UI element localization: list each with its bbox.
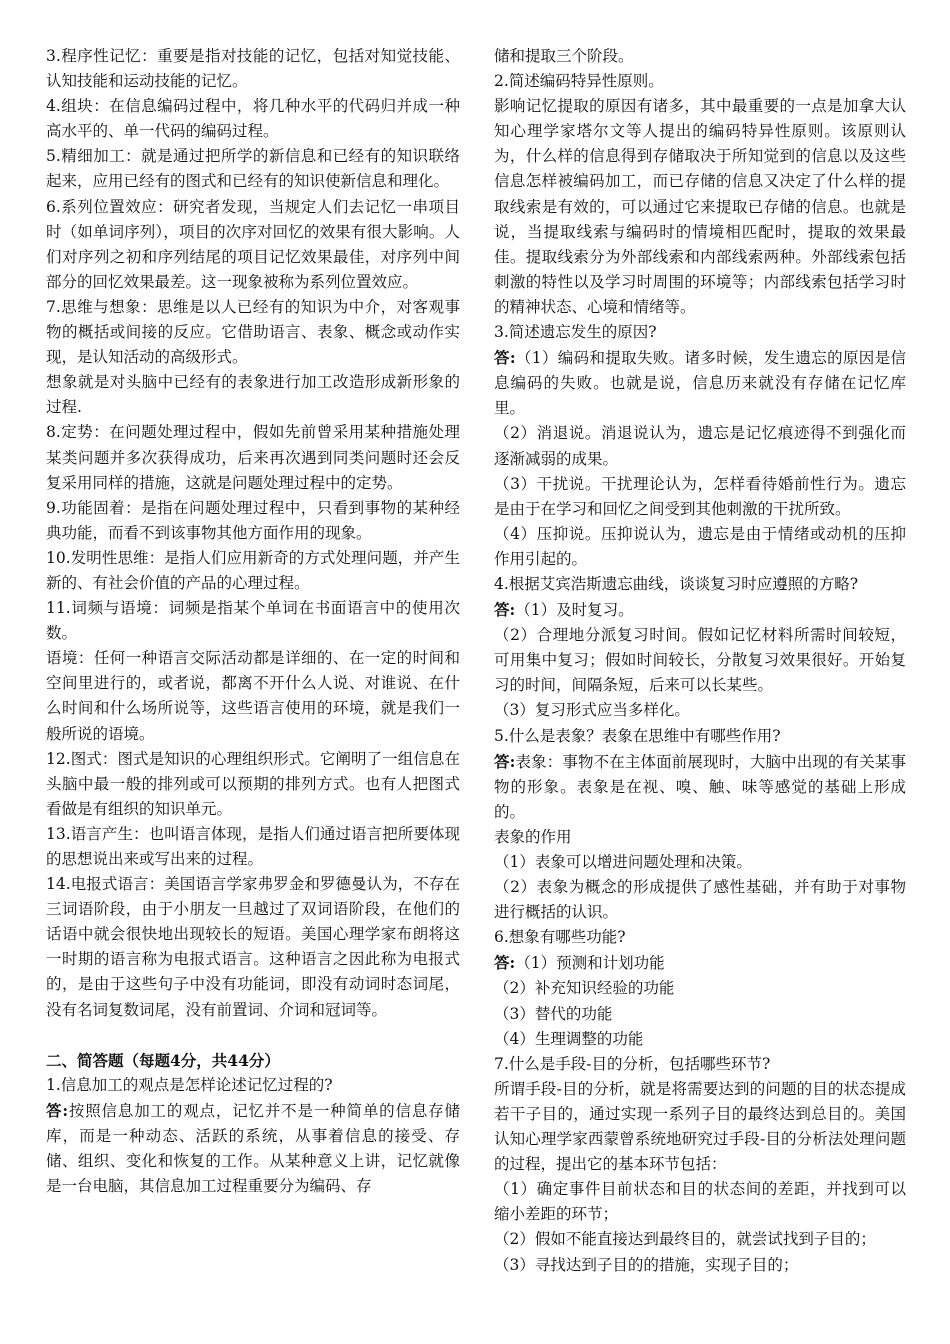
answer-label: 答:: [494, 600, 516, 620]
answer-label: 答:: [494, 953, 516, 973]
answer-label: 答:: [494, 348, 516, 368]
paragraph: （2）合理地分派复习时间。假如记忆材料所需时间较短，可用集中复习；假如时间较长，分散复习效果很好。开始复习的时间，间隔条短，后来可以长某些。: [494, 626, 906, 695]
answer-paragraph: [494, 749, 906, 825]
answer-paragraph: [46, 1098, 460, 1199]
paragraph: 5.精细加工：就是通过把所学的新信息和已经有的知识联络起来，应用已经有的图式和已经有的知识使新信息和理化。: [46, 147, 460, 191]
paragraph: 13.语言产生：也叫语言体现，是指人们通过语言把所要体现的思想说出来或写出来的过程。: [46, 824, 460, 868]
paragraph: 3.程序性记忆：重要是指对技能的记忆，包括对知觉技能、认知技能和运动技能的记忆。: [46, 47, 460, 91]
paragraph: （3）寻找达到子目的的措施，实现子目的；: [494, 1255, 799, 1274]
paragraph: 储和提取三个阶段。: [494, 47, 634, 65]
paragraph: 7.思维与想象：思维是以人已经有的知识为中介，对客观事物的概括或间接的反应。它借助语言、表象、概念或动作实现，是认知活动的高级形式。: [46, 297, 460, 367]
answer-text: （1）编码和提取失败。诸多时候，发生遗忘的原因是信息编码的失败。也就是说，信息历来就没有存储在记忆库里。: [494, 349, 906, 418]
paragraph: 想象就是对头脑中已经有的表象进行加工改造形成新形象的过程.: [46, 373, 460, 417]
paragraph: 6.想象有哪些功能?: [494, 928, 626, 947]
paragraph: 10.发明性思维：是指人们应用新奇的方式处理问题，并产生新的、有社会价值的产品的心理过程。: [46, 548, 460, 592]
paragraph: 所谓手段-目的分析，就是将需要达到的问题的目的状态提成若干子目的，通过实现一系列子目的最终达到总目的。美国认知心理学家西蒙曾系统地研究过手段-目的分析法处理问题的过程，提出它的基本环节包括：: [494, 1079, 906, 1174]
left-column: [46, 44, 460, 1199]
answer-paragraph: [494, 597, 906, 623]
answer-label: 答:: [494, 751, 516, 771]
paragraph: 9.功能固着：是指在问题处理过程中，只看到事物的某种经典功能，而看不到该事物其他方面作用的现象。: [46, 498, 460, 542]
paragraph: （2）表象为概念的形成提供了感性基础，并有助于对事物进行概括的认识。: [494, 878, 906, 922]
paragraph: 6.系列位置效应：研究者发现，当规定人们去记忆一串项目时（如单词序列），项目的次序对回忆的效果有很大影响。人们对序列之初和序列结尾的项目记忆效果最佳，对序列中间部分的回忆效果最差。这一现象被称为系列位置效应。: [46, 197, 460, 291]
paragraph: （1）表象可以增进问题处理和决策。: [494, 853, 752, 871]
answer-text: （1）及时复习。: [515, 601, 634, 620]
paragraph: 影响记忆提取的原因有诸多，其中最重要的一点是加拿大认知心理学家塔尔文等人提出的编码特异性原则。该原则认为，什么样的信息得到存储取决于所知觉到的信息以及这些信息怎样被编码加工，而已存储的信息又决定了什么样的提取线索是有效的，可以通过它来提取已存储的信息。也就是说，当提取线索与编码时的情境相匹配时，提取的效果最佳。提取线索分为外部线索和内部线索两种。外部线索包括刺激的特性以及学习时周围的环境等；内部线索包括学习时的精神状态、心境和情绪等。: [494, 97, 906, 316]
right-column: [494, 44, 906, 1278]
section-heading: 二、简答题（每题4分，共44分）: [46, 1050, 280, 1070]
paragraph: 8.定势：在问题处理过程中，假如先前曾采用某种措施处理某类问题并多次获得成功，后来再次遇到同类问题时还会反复采用同样的措施，这就是问题处理过程中的定势。: [46, 423, 460, 492]
answer-text: 按照信息加工的观点，记忆并不是一种简单的信息存储库，而是一种动态、活跃的系统，从事着信息的接受、存储、组织、变化和恢复的工作。从某种意义上讲，记忆就像是一台电脑，其信息加工过程重要分为编码、存: [46, 1101, 460, 1196]
paragraph: （2）补充知识经验的功能: [494, 979, 675, 998]
paragraph-gap: [46, 1023, 460, 1048]
answer-paragraph: [494, 950, 906, 976]
answer-label: 答:: [46, 1100, 69, 1120]
paragraph: （3）干扰说。干扰理论认为，怎样看待婚前性行为。遗忘是由于在学习和回忆之间受到其他刺激的干扰所致。: [494, 474, 906, 518]
paragraph: 11.词频与语境：词频是指某个单词在书面语言中的使用次数。: [46, 599, 460, 643]
paragraph: 3.简述遗忘发生的原因?: [494, 323, 657, 342]
paragraph: （1）确定事件目前状态和目的状态间的差距，并找到可以缩小差距的环节；: [494, 1180, 906, 1224]
paragraph: 4.组块：在信息编码过程中，将几种水平的代码归并成一种高水平的、单一代码的编码过程。: [46, 97, 460, 141]
paragraph: （2）假如不能直接达到最终目的，就尝试找到子目的；: [494, 1230, 876, 1249]
paragraph: 表象的作用: [494, 827, 572, 846]
paragraph: 12.图式：图式是知识的心理组织形式。它阐明了一组信息在头脑中最一般的排列或可以预期的排列方式。也有人把图式看做是有组织的知识单元。: [46, 749, 460, 818]
paragraph: （3）替代的功能: [494, 1004, 613, 1023]
paragraph: 4.根据艾宾浩斯遗忘曲线，谈谈复习时应遵照的方略?: [494, 574, 859, 593]
paragraph: （4）压抑说。压抑说认为，遗忘是由于情绪或动机的压抑作用引起的。: [494, 524, 906, 568]
paragraph: 语境：任何一种语言交际活动都是详细的、在一定的时间和空间里进行的，或者说，都离不开什么人说、对谁说、在什么时间和什么场所说等，这些语言使用的环境，就是我们一般所说的语境。: [46, 649, 460, 743]
paragraph: （4）生理调整的功能: [494, 1029, 644, 1048]
paragraph: 1.信息加工的观点是怎样论述记忆过程的?: [46, 1075, 333, 1094]
paragraph: 7.什么是手段-目的分析，包括哪些环节?: [494, 1054, 771, 1073]
paragraph: 14.电报式语言：美国语言学家弗罗金和罗德曼认为，不存在三词语阶段，由于小朋友一旦越过了双词语阶段，在他们的话语中就会很快地出现较长的短语。美国心理学家布朗将这一时期的语言称为电报式语言。这种语言之因此称为电报式的，是由于这些句子中没有功能词，即没有动词时态词尾，没有名词复数词尾，没有前置词、介词和冠词等。: [46, 875, 460, 1019]
paragraph: （2）消退说。消退说认为，遗忘是记忆痕迹得不到强化而逐渐减弱的成果。: [494, 424, 906, 468]
answer-paragraph: [494, 345, 906, 421]
paragraph: 5.什么是表象？表象在思维中有哪些作用?: [494, 726, 781, 745]
paragraph: （3）复习形式应当多样化。: [494, 701, 690, 720]
paragraph: 2.简述编码特异性原则。: [494, 72, 664, 91]
answer-text: 表象：事物不在主体面前展现时，大脑中出现的有关某事物的形象。表象是在视、嗅、触、味等感觉的基础上形成的。: [494, 752, 906, 821]
answer-text: （1）预测和计划功能: [515, 954, 665, 973]
